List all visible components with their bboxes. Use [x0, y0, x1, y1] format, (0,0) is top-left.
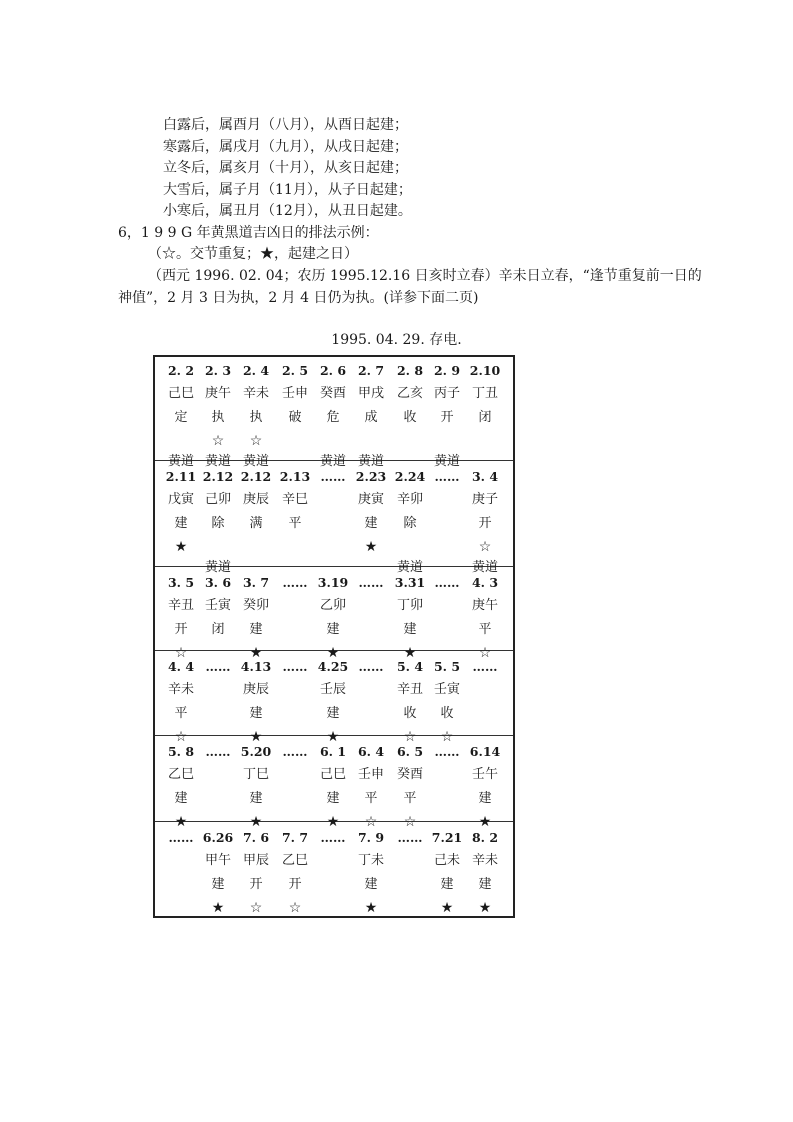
date-cell: 6. 1: [319, 744, 347, 759]
mark-cell: ☆: [174, 645, 188, 661]
shen-cell: 除: [211, 516, 225, 531]
shen-cell: 开: [249, 877, 263, 892]
mark-cell: ★: [174, 814, 188, 830]
ganzhi-cell: 癸卯: [242, 598, 269, 613]
text-line-4: 大雪后，属子月（11月），从子日起建；: [163, 182, 412, 198]
huangdao-cell: 黄道: [204, 454, 231, 469]
shen-cell: 平: [364, 791, 378, 806]
ganzhi-cell: 庚子: [471, 492, 498, 507]
ganzhi-cell: 辛未: [471, 853, 498, 868]
date-cell: 2. 7: [357, 363, 385, 378]
mark-cell: ☆: [249, 900, 263, 916]
text-line-6: 6，1 9 9 G 年黄黑道吉凶日的排法示例：: [118, 225, 379, 241]
huangdao-cell: 黄道: [471, 560, 498, 575]
table-row: [155, 740, 513, 840]
ganzhi-cell: 乙卯: [319, 598, 346, 613]
shen-cell: 建: [211, 877, 225, 892]
mark-cell: ★: [249, 645, 263, 661]
shen-cell: 收: [403, 410, 417, 425]
date-cell: 4.13: [240, 659, 272, 674]
ganzhi-cell: 壬寅: [204, 598, 231, 613]
ganzhi-cell: 壬寅: [433, 682, 460, 697]
ganzhi-cell: 庚辰: [242, 682, 269, 697]
ganzhi-cell: 乙亥: [396, 386, 423, 401]
date-cell: 2.13: [279, 469, 311, 484]
ganzhi-cell: 己巳: [167, 386, 194, 401]
ganzhi-cell: 辛丑: [396, 682, 423, 697]
shen-cell: 收: [403, 706, 417, 721]
date-cell: 6.14: [469, 744, 501, 759]
ganzhi-cell: 戊寅: [167, 492, 194, 507]
date-cell: 4.25: [317, 659, 349, 674]
date-cell: 7.21: [431, 830, 463, 845]
date-cell: 4. 3: [471, 575, 499, 590]
date-cell: 7. 7: [281, 830, 309, 845]
mark-cell: ☆: [249, 433, 263, 449]
date-cell: ……: [168, 830, 194, 845]
date-cell: 2.11: [165, 469, 197, 484]
shen-cell: 执: [249, 410, 263, 425]
date-cell: 2. 5: [281, 363, 309, 378]
ganzhi-cell: 辛巳: [281, 492, 308, 507]
shen-cell: 成: [364, 410, 378, 425]
ganzhi-cell: 乙巳: [281, 853, 308, 868]
date-cell: 5. 5: [433, 659, 461, 674]
mark-cell: ★: [364, 539, 378, 555]
shen-cell: 建: [478, 791, 492, 806]
ganzhi-cell: 己未: [433, 853, 460, 868]
shen-cell: 平: [174, 706, 188, 721]
mark-cell: ☆: [403, 814, 417, 830]
date-cell: ……: [397, 830, 423, 845]
date-cell: ……: [320, 830, 346, 845]
shen-cell: 开: [478, 516, 492, 531]
date-cell: 2. 2: [167, 363, 195, 378]
mark-cell: ☆: [478, 539, 492, 555]
ganzhi-cell: 壬申: [357, 767, 384, 782]
shen-cell: 开: [174, 622, 188, 637]
date-cell: 2.23: [355, 469, 387, 484]
ganzhi-cell: 甲戌: [357, 386, 384, 401]
shen-cell: 建: [326, 706, 340, 721]
shen-cell: 建: [249, 706, 263, 721]
ganzhi-cell: 壬午: [471, 767, 498, 782]
shen-cell: 建: [174, 516, 188, 531]
date-cell: 3.19: [317, 575, 349, 590]
ganzhi-cell: 癸酉: [319, 386, 346, 401]
ganzhi-cell: 辛未: [242, 386, 269, 401]
text-line-9: 神值”，2 月 3 日为执，2 月 4 日仍为执。(详参下面二页): [118, 290, 479, 306]
date-cell: 7. 6: [242, 830, 270, 845]
shen-cell: 危: [326, 410, 340, 425]
ganzhi-cell: 庚寅: [357, 492, 384, 507]
date-cell: 4. 4: [167, 659, 195, 674]
date-cell: 2.24: [394, 469, 426, 484]
date-cell: ……: [472, 659, 498, 674]
date-cell: ……: [282, 575, 308, 590]
shen-cell: 闭: [478, 410, 492, 425]
date-cell: 3. 7: [242, 575, 270, 590]
date-cell: 7. 9: [357, 830, 385, 845]
huangdao-cell: 黄道: [357, 454, 384, 469]
ganzhi-cell: 丁丑: [471, 386, 498, 401]
mark-cell: ★: [403, 645, 417, 661]
mark-cell: ★: [478, 814, 492, 830]
date-cell: ……: [434, 744, 460, 759]
shen-cell: 建: [326, 622, 340, 637]
shen-cell: 建: [326, 791, 340, 806]
shen-cell: 破: [288, 410, 302, 425]
ganzhi-cell: 丁巳: [242, 767, 269, 782]
mark-cell: ★: [249, 729, 263, 745]
shen-cell: 平: [478, 622, 492, 637]
shen-cell: 建: [364, 516, 378, 531]
ganzhi-cell: 癸酉: [396, 767, 423, 782]
shen-cell: 定: [174, 410, 188, 425]
ganzhi-cell: 丙子: [433, 386, 460, 401]
mark-cell: ☆: [440, 729, 454, 745]
shen-cell: 建: [364, 877, 378, 892]
subtitle: 1995. 04. 29. 存电.: [331, 332, 462, 348]
ganzhi-cell: 辛卯: [396, 492, 423, 507]
date-cell: ……: [434, 469, 460, 484]
mark-cell: ★: [440, 900, 454, 916]
ganzhi-cell: 庚午: [471, 598, 498, 613]
date-cell: 5. 8: [167, 744, 195, 759]
date-cell: 6. 5: [396, 744, 424, 759]
mark-cell: ★: [326, 814, 340, 830]
date-cell: 3. 5: [167, 575, 195, 590]
date-cell: 2.12: [240, 469, 272, 484]
huangdao-cell: 黄道: [167, 454, 194, 469]
date-cell: 3. 4: [471, 469, 499, 484]
mark-cell: ★: [249, 814, 263, 830]
date-cell: ……: [282, 744, 308, 759]
text-line-2: 寒露后，属戌月（九月），从戌日起建；: [163, 139, 408, 155]
shen-cell: 平: [403, 791, 417, 806]
shen-cell: 建: [403, 622, 417, 637]
date-cell: 2. 4: [242, 363, 270, 378]
table-row: [155, 359, 513, 469]
text-line-7: （☆。交节重复；★，起建之日）: [148, 246, 358, 262]
huangdao-cell: 黄道: [204, 560, 231, 575]
ganzhi-cell: 庚午: [204, 386, 231, 401]
mark-cell: ☆: [364, 814, 378, 830]
mark-cell: ☆: [478, 645, 492, 661]
date-cell: ……: [320, 469, 346, 484]
date-cell: ……: [205, 659, 231, 674]
date-cell: 8. 2: [471, 830, 499, 845]
shen-cell: 闭: [211, 622, 225, 637]
shen-cell: 开: [440, 410, 454, 425]
shen-cell: 执: [211, 410, 225, 425]
shen-cell: 建: [478, 877, 492, 892]
table-row: [155, 465, 513, 575]
mark-cell: ★: [211, 900, 225, 916]
ganzhi-cell: 壬辰: [319, 682, 346, 697]
shen-cell: 建: [249, 622, 263, 637]
ganzhi-cell: 壬申: [281, 386, 308, 401]
mark-cell: ★: [174, 539, 188, 555]
date-cell: 2. 8: [396, 363, 424, 378]
date-cell: 2. 6: [319, 363, 347, 378]
date-cell: ……: [358, 575, 384, 590]
ganzhi-cell: 己卯: [204, 492, 231, 507]
mark-cell: ★: [364, 900, 378, 916]
ganzhi-cell: 甲午: [204, 853, 231, 868]
mark-cell: ☆: [174, 729, 188, 745]
text-line-5: 小寒后，属丑月（12月），从丑日起建。: [163, 203, 412, 219]
ganzhi-cell: 乙巳: [167, 767, 194, 782]
shen-cell: 建: [440, 877, 454, 892]
date-cell: 2.10: [469, 363, 501, 378]
ganzhi-cell: 丁卯: [396, 598, 423, 613]
date-cell: 5. 4: [396, 659, 424, 674]
mark-cell: ★: [478, 900, 492, 916]
mark-cell: ★: [326, 729, 340, 745]
ganzhi-cell: 辛丑: [167, 598, 194, 613]
text-line-1: 白露后，属酉月（八月），从酉日起建；: [163, 117, 408, 133]
shen-cell: 收: [440, 706, 454, 721]
date-cell: 2. 3: [204, 363, 232, 378]
table-row: [155, 826, 513, 926]
mark-cell: ★: [326, 645, 340, 661]
text-line-3: 立冬后，属亥月（十月），从亥日起建；: [163, 160, 408, 176]
date-cell: ……: [205, 744, 231, 759]
ganzhi-cell: 辛未: [167, 682, 194, 697]
ganzhi-cell: 甲辰: [242, 853, 269, 868]
date-cell: 5.20: [240, 744, 272, 759]
date-cell: 2.12: [202, 469, 234, 484]
shen-cell: 除: [403, 516, 417, 531]
huangdao-cell: 黄道: [242, 454, 269, 469]
text-line-8: （西元 1996. 02. 04；农历 1995.12.16 日亥时立春）辛未日立春，“逢节重复前一日的: [148, 268, 702, 284]
date-cell: ……: [358, 659, 384, 674]
shen-cell: 建: [174, 791, 188, 806]
mark-cell: ☆: [211, 433, 225, 449]
shen-cell: 开: [288, 877, 302, 892]
mark-cell: ☆: [403, 729, 417, 745]
mark-cell: ☆: [288, 900, 302, 916]
ganzhi-cell: 丁未: [357, 853, 384, 868]
date-cell: 6. 4: [357, 744, 385, 759]
date-cell: ……: [282, 659, 308, 674]
date-cell: 3. 6: [204, 575, 232, 590]
date-cell: ……: [434, 575, 460, 590]
huangdao-cell: 黄道: [433, 454, 460, 469]
huangdao-cell: 黄道: [319, 454, 346, 469]
huangdao-cell: 黄道: [396, 560, 423, 575]
shen-cell: 平: [288, 516, 302, 531]
date-cell: 2. 9: [433, 363, 461, 378]
ganzhi-cell: 己巳: [319, 767, 346, 782]
date-cell: 6.26: [202, 830, 234, 845]
calendar-table: [153, 355, 515, 918]
ganzhi-cell: 庚辰: [242, 492, 269, 507]
shen-cell: 建: [249, 791, 263, 806]
shen-cell: 满: [249, 516, 263, 531]
date-cell: 3.31: [394, 575, 426, 590]
